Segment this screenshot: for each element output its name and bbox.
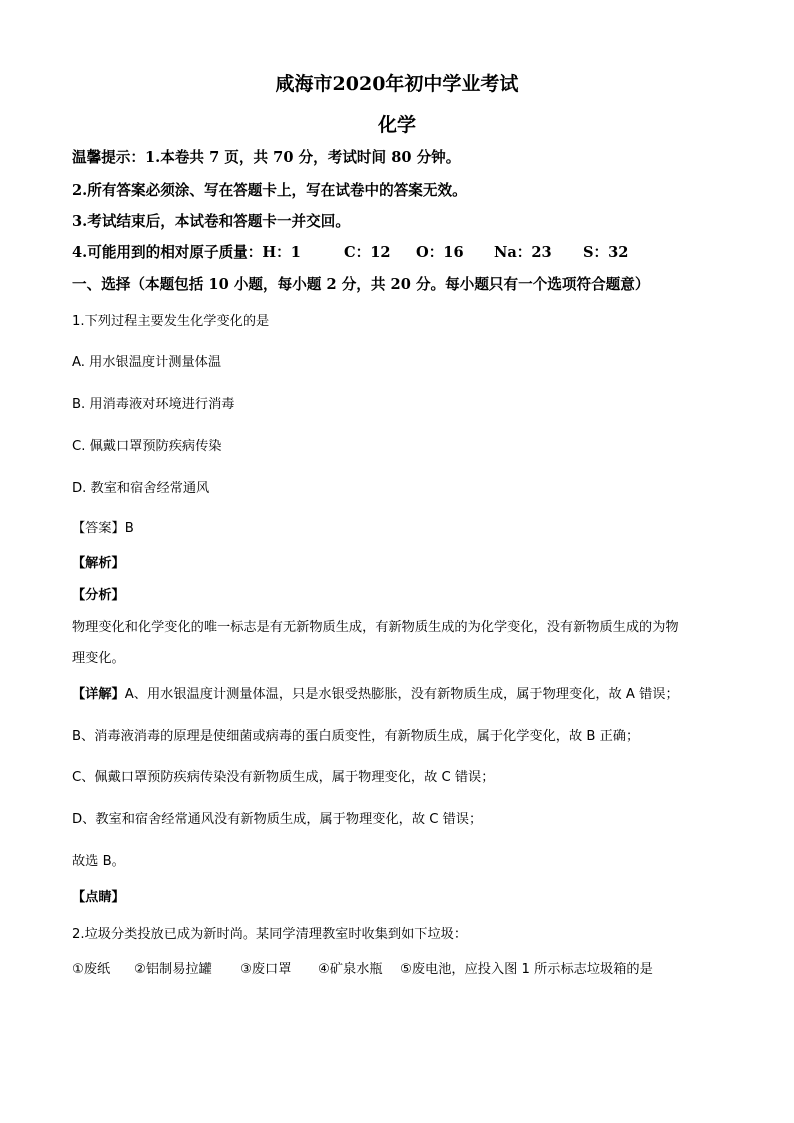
q1-detail-c: C、佩戴口罩预防疾病传染没有新物质生成，属于物理变化，故 C 错误； <box>72 770 495 785</box>
detail-label: 【详解】 <box>72 687 125 702</box>
exam-title: 咸海市2020年初中学业考试 <box>275 73 519 95</box>
q1-option-c: C. 佩戴口罩预防疾病传染 <box>72 439 222 454</box>
q1-stem: 1.下列过程主要发生化学变化的是 <box>72 314 270 329</box>
notice-line-2: 2.所有答案必须涂、写在答题卡上，写在试卷中的答案无效。 <box>72 182 467 199</box>
notice-line-4 <box>72 246 628 261</box>
q2-stem: 2.垃圾分类投放已成为新时尚。某同学清理教室时收集到如下垃圾： <box>72 927 468 942</box>
atomic-mass-o: O：16 <box>416 244 464 261</box>
atomic-mass-c: C：12 <box>344 244 391 261</box>
q1-fenxi-line-2: 理变化。 <box>72 651 125 666</box>
q2-item-3: ③废口罩 <box>240 962 292 977</box>
detail-a-text: A、用水银温度计测量体温，只是水银受热膨胀，没有新物质生成，属于物理变化，故 A 错误； <box>124 687 679 702</box>
atomic-mass-s: S：32 <box>583 244 629 261</box>
answer-value: B <box>124 521 134 536</box>
q1-option-d: D. 教室和宿舍经常通风 <box>72 481 210 496</box>
exam-subject: 化学 <box>377 114 416 136</box>
q1-conclusion: 故选 B。 <box>72 854 125 869</box>
q1-detail-a <box>72 688 679 701</box>
q2-item-4: ④矿泉水瓶 <box>318 962 383 977</box>
answer-label: 【答案】 <box>72 521 125 536</box>
section-heading-choice: 一、选择（本题包括 10 小题，每小题 2 分，共 20 分。每小题只有一个选项符合题意） <box>72 276 650 293</box>
atomic-mass-na: Na：23 <box>494 244 552 261</box>
q1-detail-b: B、消毒液消毒的原理是使细菌或病毒的蛋白质变性，有新物质生成，属于化学变化，故 B 正确； <box>72 729 640 744</box>
notice-line-1: 温馨提示：1.本卷共 7 页，共 70 分，考试时间 80 分钟。 <box>72 149 461 166</box>
q2-item-1: ①废纸 <box>72 962 111 977</box>
atomic-mass-label: 4.可能用到的相对原子质量：H：1 <box>72 244 301 261</box>
q1-fenxi-line-1: 物理变化和化学变化的唯一标志是有无新物质生成，有新物质生成的为化学变化，没有新物质生成的为物 <box>72 620 679 635</box>
q1-analysis-label: 【解析】 <box>72 556 125 571</box>
q1-detail-d: D、教室和宿舍经常通风没有新物质生成，属于物理变化，故 C 错误； <box>72 812 483 827</box>
q2-item-5: ⑤废电池，应投入图 1 所示标志垃圾箱的是 <box>400 962 653 977</box>
q2-items <box>72 963 653 976</box>
q1-fenxi-label: 【分析】 <box>72 588 125 603</box>
q1-answer <box>72 522 134 535</box>
q1-dianjing-label: 【点睛】 <box>72 890 125 905</box>
q1-option-a: A. 用水银温度计测量体温 <box>72 355 222 370</box>
notice-line-3: 3.考试结束后，本试卷和答题卡一并交回。 <box>72 213 350 230</box>
q1-option-b: B. 用消毒液对环境进行消毒 <box>72 397 235 412</box>
q2-item-2: ②铝制易拉罐 <box>134 962 212 977</box>
